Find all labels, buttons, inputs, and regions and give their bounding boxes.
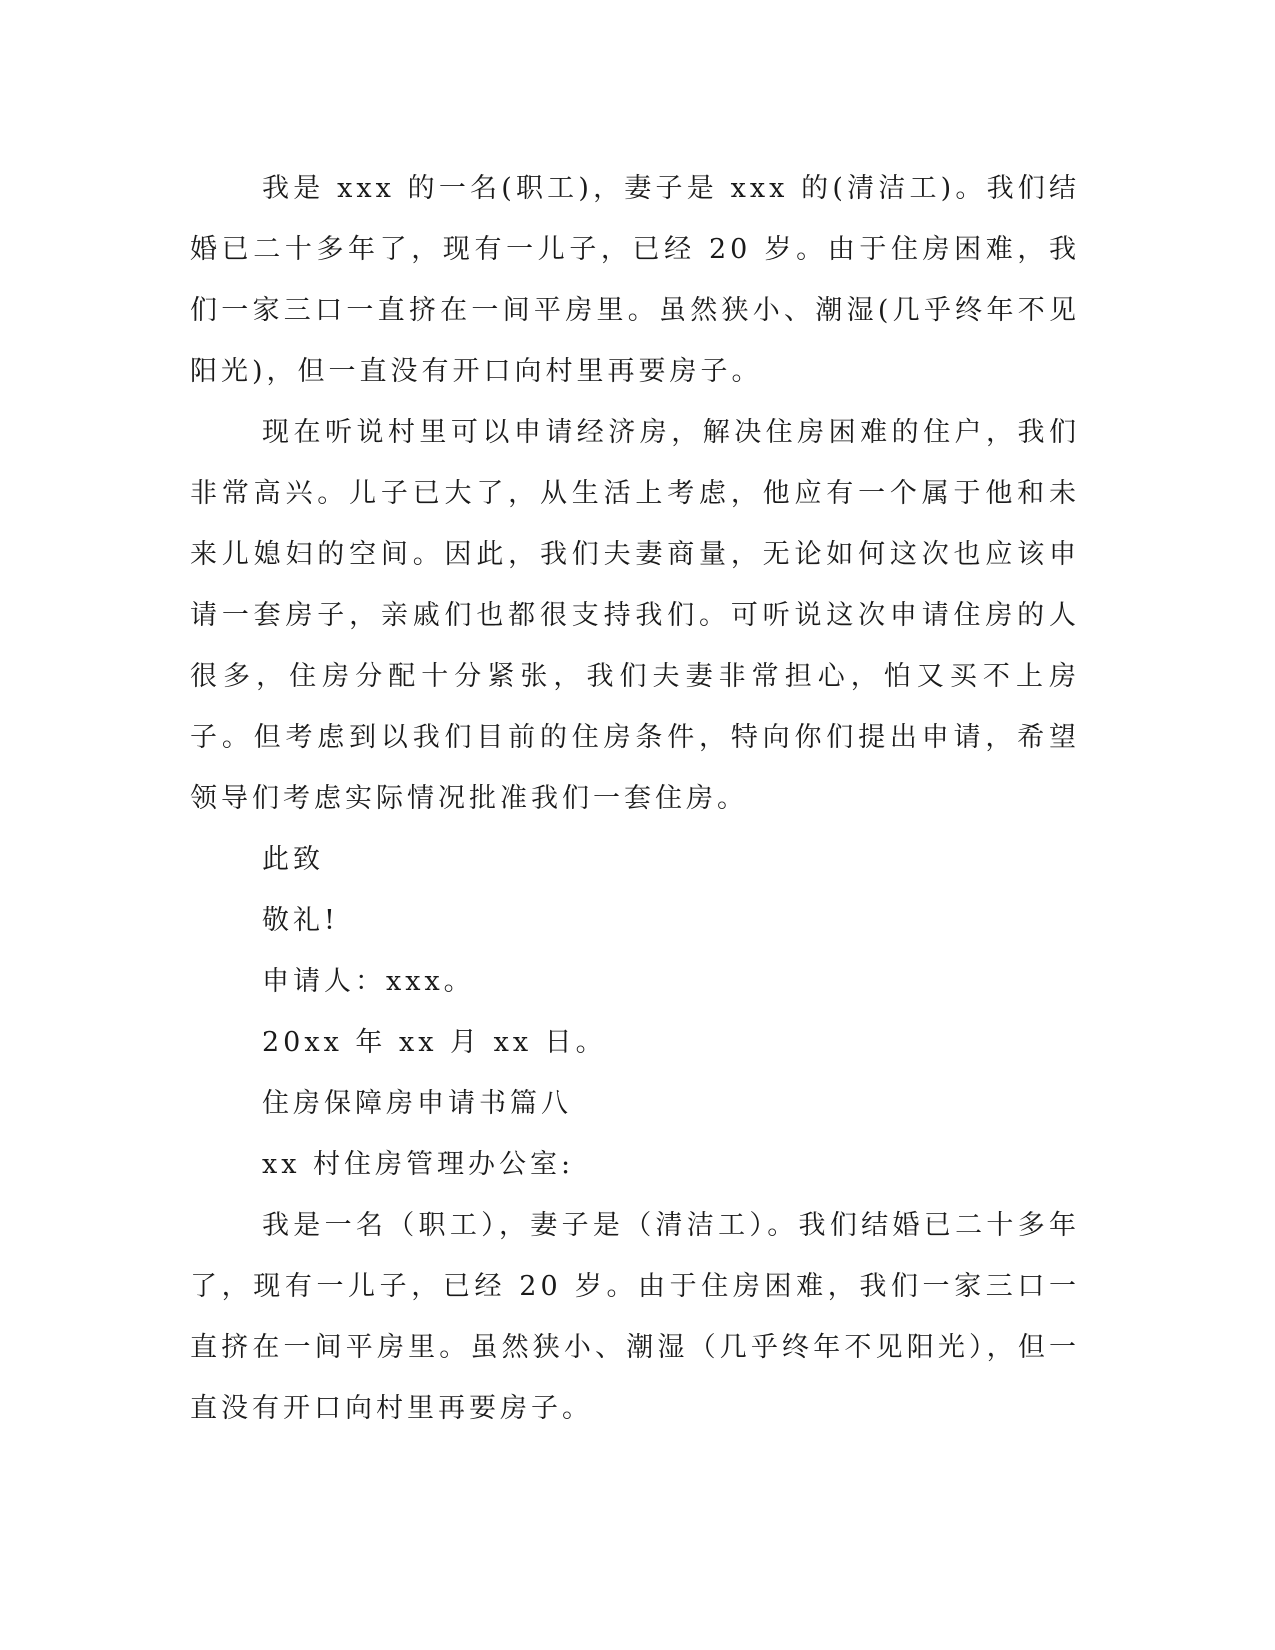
closing-salutation: 此致	[262, 844, 324, 875]
body-paragraph-2: 现在听说村里可以申请经济房，解决住房困难的住户，我们非常高兴。儿子已大了，从生活上考虑，他应有一个属于他和未来儿媳妇的空间。因此，我们夫妻商量，无论如何这次也应该申请一套房子，亲戚们也都很支持我们。可听说这次申请住房的人很多，住房分配十分紧张，我们夫妻非常担心，怕又买不上房子。但考虑到以我们目前的住房条件，特向你们提出申请，希望领导们考虑实际情况批准我们一套住房。	[190, 417, 1080, 814]
body-paragraph-3: 我是一名（职工），妻子是（清洁工）。我们结婚已二十多年了，现有一儿子，已经 20 岁。由于住房困难，我们一家三口一直挤在一间平房里。虽然狭小、潮湿（几乎终年不见阳光），但一直没有开口向村里再要房子。	[190, 1210, 1080, 1424]
closing-regards: 敬礼!	[262, 905, 339, 936]
letter-date: 20xx 年 xx 月 xx 日。	[262, 1027, 607, 1058]
applicant-signature: 申请人：xxx。	[262, 966, 475, 997]
section-title: 住房保障房申请书篇八	[262, 1088, 572, 1119]
body-paragraph-1: 我是 xxx 的一名(职工)，妻子是 xxx 的(清洁工)。我们结婚已二十多年了，现有一儿子，已经 20 岁。由于住房困难，我们一家三口一直挤在一间平房里。虽然狭小、潮湿(几乎终年不见阳光)，但一直没有开口向村里再要房子。	[190, 173, 1080, 387]
document-body	[190, 158, 1080, 1439]
addressee: xx 村住房管理办公室:	[262, 1149, 575, 1180]
